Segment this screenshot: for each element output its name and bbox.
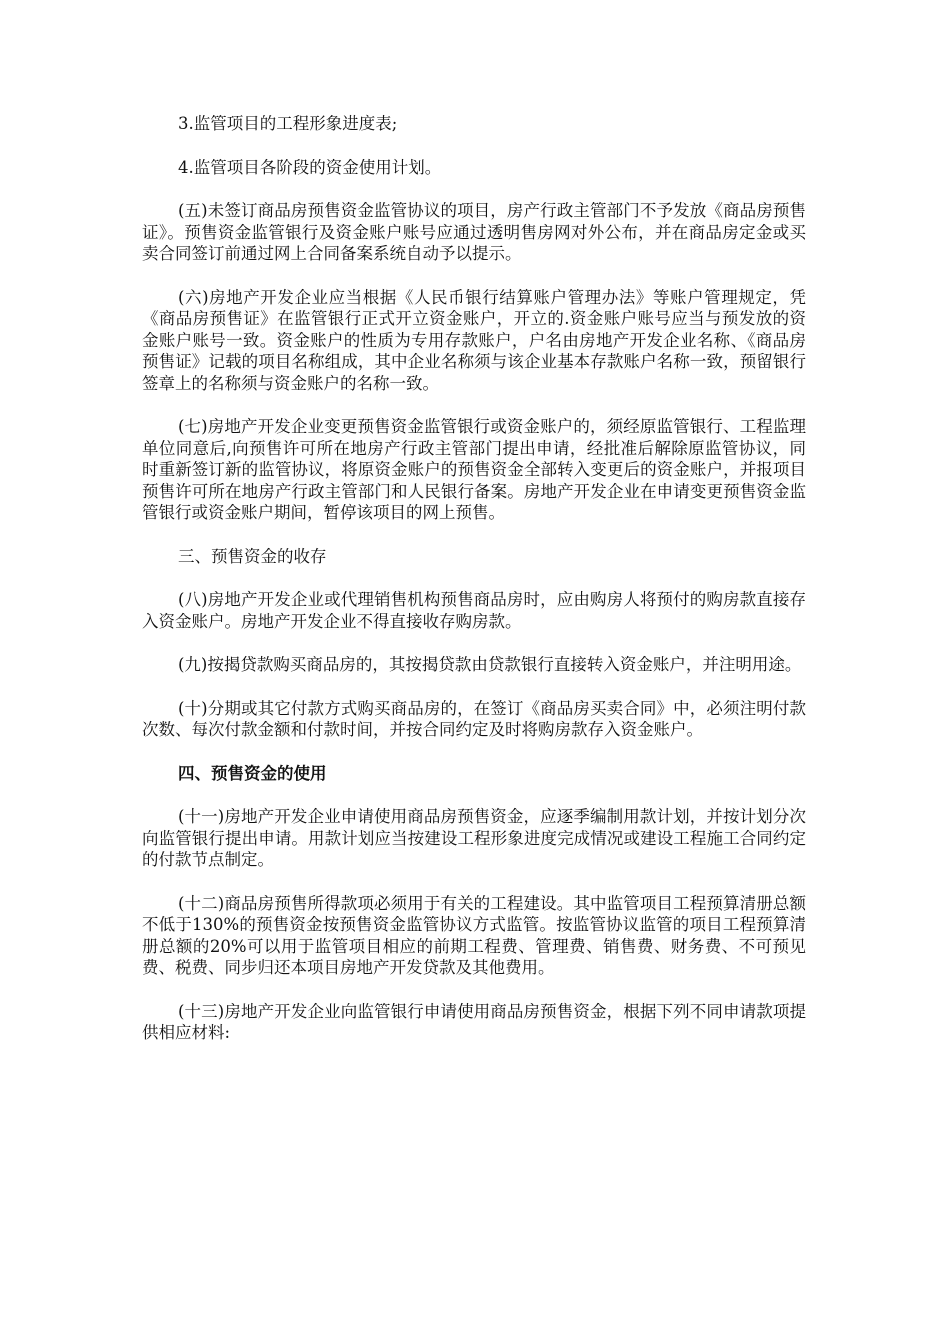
paragraph-clause-9: (九)按揭贷款购买商品房的，其按揭贷款由贷款银行直接转入资金账户，并注明用途。 [178, 655, 802, 674]
paragraph-clause-6: (六)房地产开发企业应当根据《人民币银行结算账户管理办法》等账户管理规定，凭《商品房预售证》在监管银行正式开立资金账户，开立的.资金账户账号应当与预发放的资金账户账号一致。资金账户的性质为专用存款账户，户名由房地产开发企业名称、《商品房预售证》记载的项目名称组成，其中企业名称须与该企业基本存款账户名称一致，预留银行签章上的名称须与资金账户的名称一致。 [142, 287, 806, 393]
section-heading-4: 四、预售资金的使用 [178, 763, 327, 783]
paragraph-clause-12: (十二)商品房预售所得款项必须用于有关的工程建设。其中监管项目工程预算清册总额不低于130%的预售资金按预售资金监管协议方式监管。按监管协议监管的项目工程预算清册总额的20%可以用于监管项目相应的前期工程费、管理费、销售费、财务费、不可预见费、税费、同步归还本项目房地产开发贷款及其他费用。 [142, 893, 806, 977]
paragraph-clause-5: (五)未签订商品房预售资金监管协议的项目，房产行政主管部门不予发放《商品房预售证》。预售资金监管银行及资金账户账号应通过透明售房网对外公布，并在商品房定金或买卖合同签订前通过网上合同备案系统自动予以提示。 [142, 201, 806, 263]
paragraph-clause-13: (十三)房地产开发企业向监管银行申请使用商品房预售资金，根据下列不同申请款项提供相应材料: [142, 1001, 806, 1042]
paragraph-clause-7: (七)房地产开发企业变更预售资金监管银行或资金账户的，须经原监管银行、工程监理单位同意后,向预售许可所在地房产行政主管部门提出申请，经批准后解除原监管协议，同时重新签订新的监管协议，将原资金账户的预售资金全部转入变更后的资金账户，并报项目预售许可所在地房产行政主管部门和人民银行备案。房地产开发企业在申请变更预售资金监管银行或资金账户期间，暂停该项目的网上预售。 [142, 417, 806, 522]
paragraph-clause-10: (十)分期或其它付款方式购买商品房的，在签订《商品房买卖合同》中，必须注明付款次数、每次付款金额和付款时间，并按合同约定及时将购房款存入资金账户。 [142, 698, 806, 739]
document-body [142, 113, 806, 1066]
paragraph-clause-11: (十一)房地产开发企业申请使用商品房预售资金，应逐季编制用款计划，并按计划分次向监管银行提出申请。用款计划应当按建设工程形象进度完成情况或建设工程施工合同约定的付款节点制定。 [142, 807, 806, 869]
section-heading-3: 三、预售资金的收存 [178, 546, 327, 566]
paragraph-item-4: 4.监管项目各阶段的资金使用计划。 [178, 157, 442, 177]
paragraph-item-3: 3.监管项目的工程形象进度表; [178, 114, 398, 133]
paragraph-clause-8: (八)房地产开发企业或代理销售机构预售商品房时，应由购房人将预付的购房款直接存入资金账户。房地产开发企业不得直接收存购房款。 [142, 590, 806, 631]
